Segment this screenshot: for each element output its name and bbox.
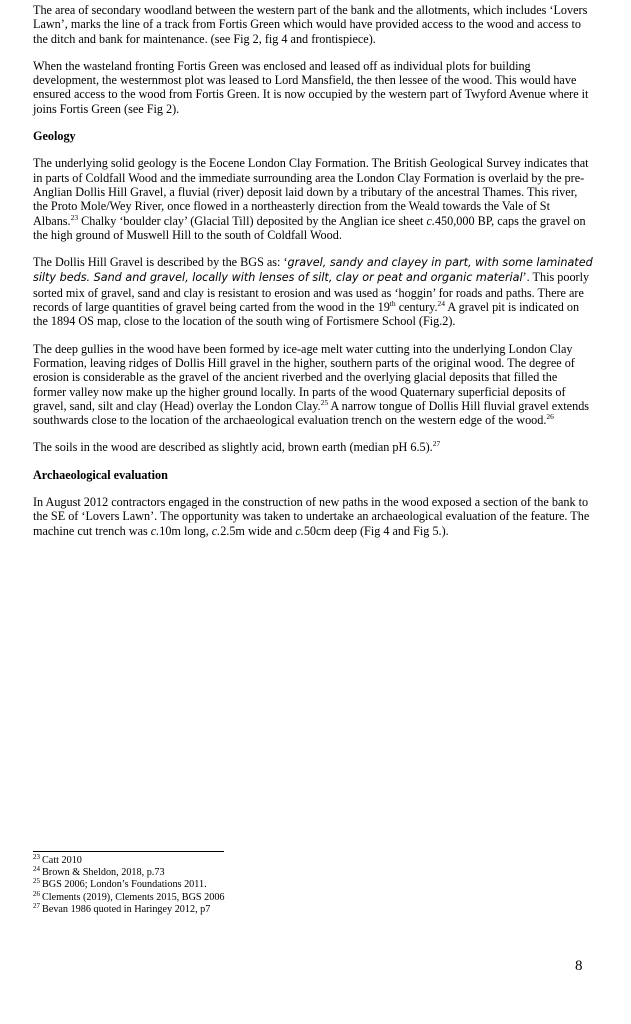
paragraph-text: 10m long, — [159, 523, 212, 538]
page-number: 8 — [575, 958, 583, 974]
footnote-ref: 27 — [432, 439, 441, 449]
paragraph-text: The area of secondary woodland between the western part of the bank and the allotments, which includes ‘Lovers Lawn’, marks the line of a track from Fortis Green which would have provided access to the wood and access to the ditch and bank for maintenance. (see Fig 2, fig 4 and frontispiece). — [33, 3, 588, 46]
bgs-quote: gravel, sandy and clayey in part, with some laminated silty beds. Sand and gravel, locally with lenses of silt, clay or peat and organic material — [33, 256, 593, 285]
paragraph-text: 50cm deep (Fig 4 and Fig 5.). — [303, 523, 449, 538]
footnote — [33, 879, 433, 891]
footnote — [33, 855, 433, 867]
paragraph-text: The soils in the wood are described as slightly acid, brown earth (median pH 6.5). — [33, 440, 433, 455]
paragraph-text: The underlying solid geology is the Eocene London Clay Formation. The British Geological Survey indicates that in parts of Coldfall Wood and the immediate surrounding area the London Clay Formation is overlaid by the pre-Anglian Dollis Hill Gravel, a fluvial (river) deposit laid down by a tributary of the ancestral Thames. This river, the Proto Mole/Wey River, once flowed in a northeasterly direction from the Weald towards the Vale of St Albans. — [33, 156, 589, 228]
paragraph — [33, 3, 593, 46]
footnote-ref: 24 — [437, 299, 446, 309]
archaeological-evaluation-heading: Archaeological evaluation — [33, 467, 168, 482]
circa-abbrev: c. — [426, 213, 435, 228]
footnote — [33, 867, 433, 879]
paragraph-text: The deep gullies in the wood have been formed by ice-age melt water cutting into the underlying London Clay Formation, leaving ridges of Dollis Hill gravel in the higher, southern parts of the original wood. The degree of erosion is considerable as the gravel of the ancient riverbed and the overlying glacial deposits that filled the former valley now make up the higher ground locally. In parts of the wood Quaternary superficial deposits of gravel, sand, silt and clay (Head) overlay the London Clay. — [33, 341, 575, 413]
footnote-number: 27 — [33, 901, 40, 910]
paragraph-text: ’. This poorly sorted mix of gravel, sand and clay is resistant to erosion and was used as ‘hoggin’ for roads and paths. There are records of large quantities of gravel being carted from the wood in the 19 — [33, 270, 590, 315]
footnote-text: Catt 2010 — [42, 855, 82, 866]
paragraph-text: A gravel pit is indicated on the 1894 OS map, close to the location of the south wing of Fortismere School (Fig.2). — [33, 300, 580, 329]
circa-abbrev: c. — [211, 523, 221, 538]
footnote — [33, 889, 433, 904]
footnote-ref: 23 — [70, 212, 79, 222]
footnote-number: 24 — [33, 865, 40, 874]
footnote-text: Clements (2019), Clements 2015, BGS 2006 — [42, 891, 225, 903]
ordinal-suffix: th — [389, 299, 396, 309]
footnote — [33, 901, 433, 916]
paragraph — [33, 342, 593, 428]
body-text — [33, 3, 593, 551]
circa-abbrev: c. — [295, 523, 304, 538]
paragraph-text: century. — [395, 300, 438, 315]
footnote-text: BGS 2006; London’s Foundations 2011. — [42, 879, 207, 891]
paragraph — [33, 156, 593, 242]
footnote-text: Brown & Sheldon, 2018, p.73 — [42, 867, 165, 879]
footnote-ref: 26 — [546, 412, 554, 422]
paragraph-text: The Dollis Hill Gravel is described by the BGS as: ‘ — [33, 255, 288, 270]
footnote-number: 25 — [33, 877, 40, 886]
footnote-divider — [33, 851, 224, 852]
paragraph — [33, 59, 593, 116]
paragraph-text: When the wasteland fronting Fortis Green was enclosed and leased off as individual plots for building development, the westernmost plot was leased to Lord Mansfield, the then lessee of the wood. This would have ensured access to the wood from Fortis Green. It is now occupied by the western part of Twyford Avenue where it joins Fortis Green (see Fig 2). — [33, 58, 589, 116]
paragraph-text: 2.5m wide and — [220, 523, 296, 538]
footnote-ref: 25 — [320, 397, 329, 407]
circa-abbrev: c. — [150, 523, 160, 538]
paragraph-text: Chalky ‘boulder clay’ (Glacial Till) deposited by the Anglian ice sheet — [78, 213, 427, 228]
paragraph-text: In August 2012 contractors engaged in the construction of new paths in the wood exposed a section of the bank to the SE of ‘Lovers Lawn’. The opportunity was taken to undertake an archaeological evaluation of the feature. The machine cut trench was — [33, 495, 590, 538]
paragraph — [33, 440, 593, 454]
paragraph-text: A narrow tongue of Dollis Hill fluvial gravel extends southwards close to the location of the archaeological evaluation trench on the western edge of the wood. — [33, 398, 590, 428]
footnote-number: 26 — [33, 889, 40, 898]
paragraph-text: 450,000 BP, caps the gravel on the high ground of Muswell Hill to the south of Coldfall Wood. — [33, 213, 586, 242]
footnote-text: Bevan 1986 quoted in Haringey 2012, p7 — [42, 903, 211, 915]
geology-heading: Geology — [33, 129, 76, 144]
paragraph — [33, 495, 593, 538]
paragraph — [33, 255, 593, 328]
footnotes — [33, 855, 433, 916]
footnote-number: 23 — [33, 853, 40, 861]
